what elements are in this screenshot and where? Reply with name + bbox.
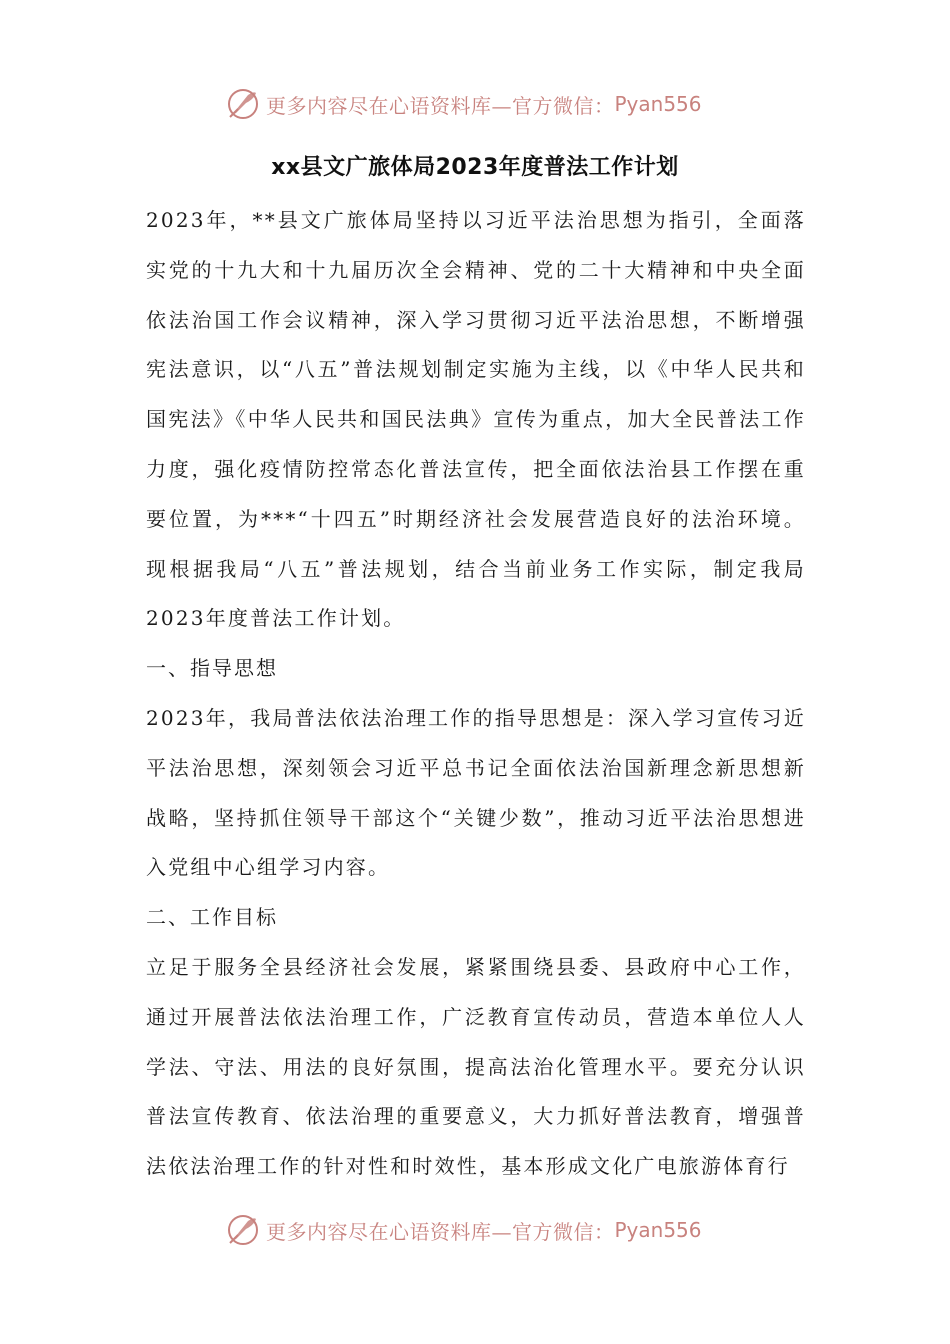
watermark-text: 更多内容尽在心语资料库—官方微信：: [266, 93, 615, 118]
quill-logo-icon: [226, 87, 260, 121]
section-heading-work-goals: 二、工作目标: [146, 905, 278, 930]
watermark-footer: [226, 1210, 746, 1250]
watermark-text: 更多内容尽在心语资料库—官方微信：: [266, 1219, 615, 1244]
guiding-ideology-paragraph: 2023年，我局普法依法治理工作的指导思想是：深入学习宣传习近平法治思想，深刻领会习近平总书记全面依法治国新理念新思想新战略，坚持抓住领导干部这个“关键少数”，推动习近平法治思想进入党组中心组学习内容。: [146, 705, 806, 880]
section-heading-guiding-ideology: 一、指导思想: [146, 656, 278, 681]
watermark-header: [226, 84, 746, 124]
intro-paragraph: 2023年，**县文广旅体局坚持以习近平法治思想为指引，全面落实党的十九大和十九届历次全会精神、党的二十大精神和中央全面依法治国工作会议精神，深入学习贯彻习近平法治思想，不断增强宪法意识，以“八五”普法规划制定实施为主线，以《中华人民共和国宪法》《中华人民共和国民法典》宣传为重点，加大全民普法工作力度，强化疫情防控常态化普法宣传，把全面依法治县工作摆在重要位置，为***“十四五”时期经济社会发展营造良好的法治环境。现根据我局“八五”普法规划，结合当前业务工作实际，制定我局2023年度普法工作计划。: [146, 208, 806, 631]
document-title: xx县文广旅体局2023年度普法工作计划: [271, 155, 679, 180]
quill-logo-icon: [226, 1213, 260, 1247]
work-goals-paragraph: 立足于服务全县经济社会发展，紧紧围绕县委、县政府中心工作，通过开展普法依法治理工作，广泛教育宣传动员，营造本单位人人学法、守法、用法的良好氛围，提高法治化管理水平。要充分认识普法宣传教育、依法治理的重要意义，大力抓好普法教育，增强普法依法治理工作的针对性和时效性，基本形成文化广电旅游体育行: [146, 954, 806, 1179]
document-body: [146, 196, 806, 1192]
watermark-handle: Pyan556: [614, 1218, 702, 1242]
watermark-handle: Pyan556: [614, 92, 702, 116]
